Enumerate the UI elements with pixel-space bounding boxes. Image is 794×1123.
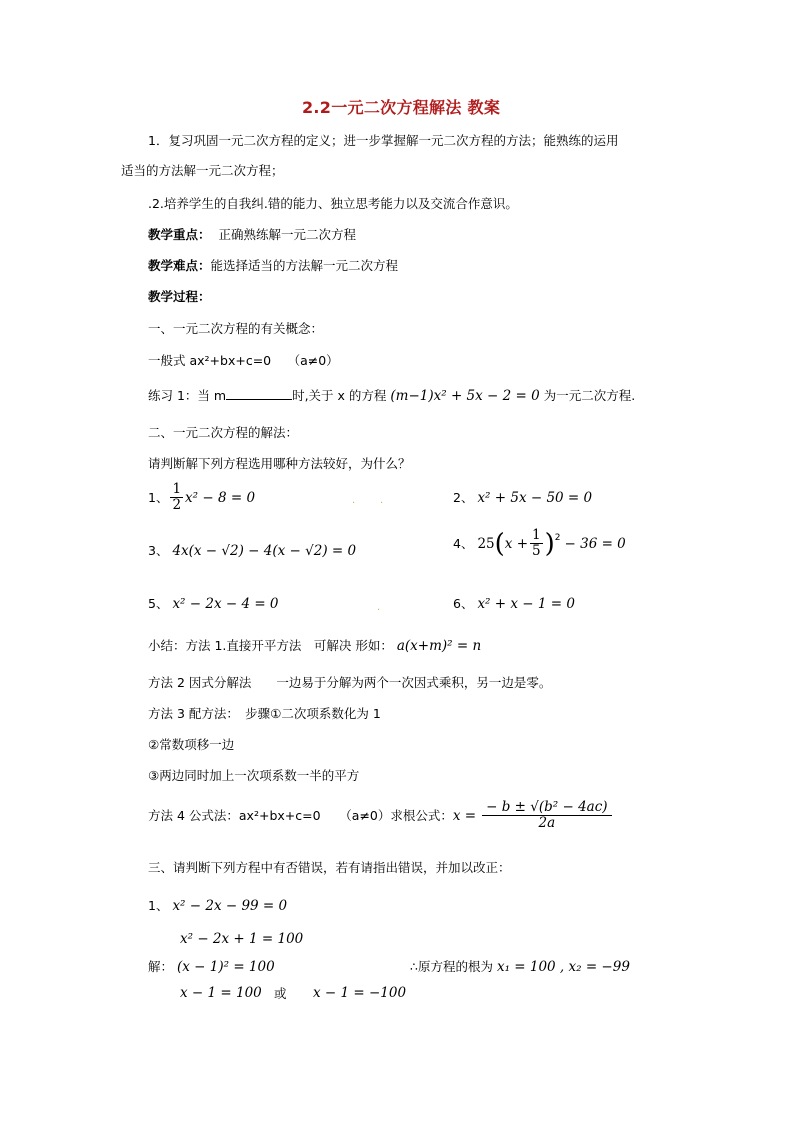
method-3: 方法 3 配方法： 步骤①二次项系数化为 1 — [148, 706, 381, 721]
method-3-step-2: ②常数项移一边 — [148, 737, 235, 752]
process-label: 教学过程： — [148, 289, 211, 304]
equation-3-label: 3、 — [148, 543, 169, 558]
problem-1-conclusion — [410, 959, 630, 975]
exercise-1-prefix: 练习 1：当 m — [148, 388, 227, 403]
equation-1 — [148, 482, 255, 513]
equation-4-coefficient: 25 — [477, 535, 495, 552]
stray-dot: . — [380, 495, 384, 506]
exercise-1-equation: (m−1)x² + 5x − 2 = 0 — [390, 388, 540, 404]
summary-form: a(x+m)² = n — [396, 638, 482, 654]
problem-1-step-2: (x − 1)² = 100 — [177, 959, 275, 975]
answer-blank — [226, 387, 292, 400]
difficulty-point — [148, 258, 398, 274]
equation-1-label: 1、 — [148, 489, 169, 505]
method-3-step-3: ③两边同时加上一次项系数一半的平方 — [148, 768, 360, 783]
goal-2: .2.培养学生的自我纠.错的能力、独立思考能力以及交流合作意识。 — [148, 196, 518, 211]
key-point-label: 教学重点： — [148, 227, 211, 242]
equation-4: 4、 25 ( x + $\frac{1}{5}$ ) $^2$ − 36 = 0 — [453, 527, 626, 559]
equation-4-x: x + — [504, 535, 529, 552]
section-1-heading: 一、一元二次方程的有关概念： — [148, 321, 324, 336]
goal-1-line-2: 适当的方法解一元二次方程； — [121, 163, 284, 178]
goal-1-line-1: 1．复习巩固一元二次方程的定义；进一步掌握解一元二次方程的方法；能熟练的运用 — [148, 133, 619, 148]
equation-1-rest: x² − 8 = 0 — [185, 489, 256, 506]
summary-method-1 — [148, 638, 481, 654]
stray-dot: . — [352, 495, 356, 506]
or-word: 或 — [274, 986, 287, 1001]
key-point-text: 正确熟练解一元二次方程 — [218, 227, 356, 242]
formula-denominator: 2a — [538, 815, 556, 831]
equation-3-expression: 4x(x − √2) − 4(x − √2) = 0 — [172, 543, 357, 559]
page-title: 2.2一元二次方程解法 教案 — [302, 98, 501, 117]
equation-4-label: 4、 — [453, 535, 474, 551]
equation-2-label: 2、 — [453, 490, 474, 505]
equation-4-rest: − 36 = 0 — [564, 535, 626, 552]
section-3-heading: 三、请判断下列方程中有否错误，若有请指出错误，并加以改正： — [148, 860, 511, 875]
conclusion-text: ∴原方程的根为 — [410, 959, 493, 974]
equation-1-fraction — [170, 482, 183, 513]
summary-text: 小结：方法 1.直接开平方法 可解决 形如： — [148, 638, 393, 653]
section-2-question: 请判断解下列方程选用哪种方法较好，为什么？ — [148, 456, 411, 471]
method-4-x: x = — [452, 807, 477, 824]
problem-1-roots: x₁ = 100 , x₂ = −99 — [496, 959, 630, 975]
section-2-heading: 二、一元二次方程的解法： — [148, 425, 299, 440]
method-4 — [148, 800, 614, 831]
equation-5-expression: x² − 2x − 4 = 0 — [172, 596, 279, 612]
problem-1-step-3b: x − 1 = −100 — [313, 985, 407, 1001]
fraction-numerator: 1 — [532, 527, 541, 543]
equation-5 — [148, 596, 279, 612]
exercise-1-mid: 时,关于 x 的方程 — [292, 388, 387, 403]
fraction-denominator: 5 — [532, 543, 541, 559]
formula-numerator: − b ± √(b² − 4ac) — [482, 800, 611, 816]
equation-3 — [148, 543, 356, 559]
quadratic-formula — [482, 800, 611, 831]
difficulty-text: 能选择适当的方法解一元二次方程 — [210, 258, 399, 273]
key-point — [148, 227, 356, 243]
problem-1-label: 1、 — [148, 898, 169, 913]
fraction-numerator: 1 — [172, 481, 182, 497]
problem-1 — [148, 898, 287, 914]
problem-1-equation: x² − 2x − 99 = 0 — [172, 898, 288, 914]
left-paren: ( — [494, 528, 505, 559]
equation-2 — [453, 490, 592, 506]
equation-6-expression: x² + x − 1 = 0 — [477, 596, 575, 612]
solution-label: 解： — [148, 959, 174, 974]
equation-6-label: 6、 — [453, 596, 474, 611]
difficulty-label: 教学难点： — [148, 258, 211, 273]
method-4-text: 方法 4 公式法：ax²+bx+c=0 （a≠0）求根公式： — [148, 807, 453, 823]
equation-4-fraction — [530, 528, 543, 559]
equation-2-expression: x² + 5x − 50 = 0 — [477, 490, 593, 506]
equation-6 — [453, 596, 575, 612]
problem-1-step-3a: x − 1 = 100 — [180, 985, 262, 1001]
problem-1-step-1: x² − 2x + 1 = 100 — [180, 931, 304, 947]
stray-dot: . — [377, 602, 381, 613]
fraction-denominator: 2 — [172, 497, 182, 513]
exercise-1-suffix: 为一元二次方程. — [543, 388, 636, 403]
right-paren: ) — [544, 528, 555, 559]
problem-1-solution — [148, 959, 275, 975]
equation-5-label: 5、 — [148, 596, 169, 611]
exercise-1 — [148, 387, 635, 404]
method-2: 方法 2 因式分解法 一边易于分解为两个一次因式乘积，另一边是零。 — [148, 675, 552, 690]
general-form: 一般式 ax²+bx+c=0 （a≠0） — [148, 353, 339, 368]
